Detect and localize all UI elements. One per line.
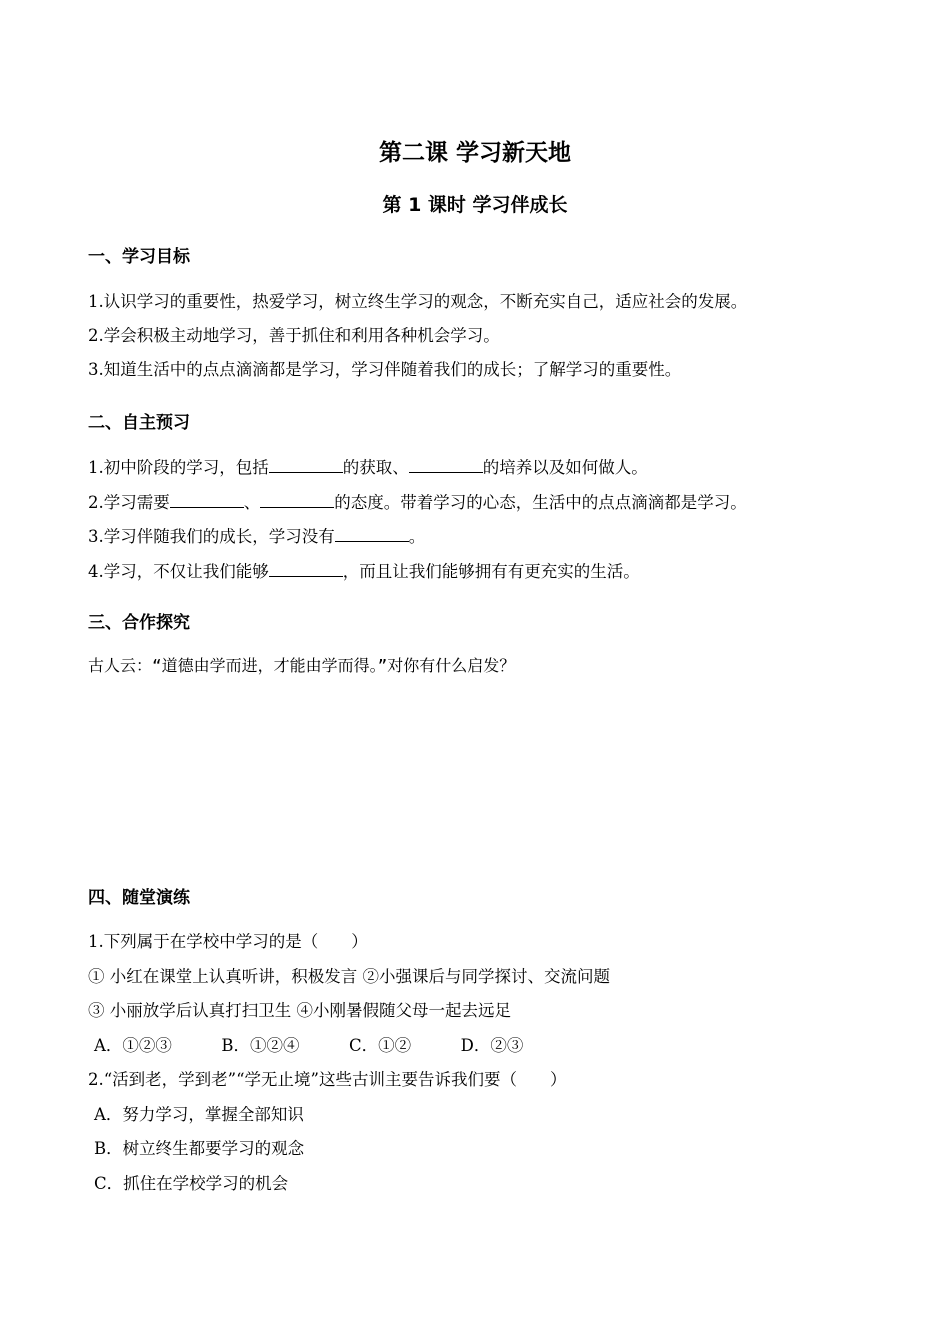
practice-question-1: 1.下列属于在学校中学习的是（ ） (88, 932, 368, 951)
practice-option-line: ③ 小丽放学后认真打扫卫生 ④小刚暑假随父母一起去远足 (88, 1001, 511, 1020)
question-text: 的态度。带着学习的心态，生活中的点点滴滴都是学习。 (334, 493, 747, 512)
practice-choice-b: B．树立终生都要学习的观念 (94, 1139, 305, 1158)
fill-blank[interactable] (335, 525, 409, 542)
preview-question-4 (88, 560, 640, 584)
goal-item: 3.知道生活中的点点滴滴都是学习，学习伴随着我们的成长；了解学习的重要性。 (88, 360, 682, 379)
preview-question-2 (88, 491, 747, 515)
page-title: 第二课 学习新天地 (378, 140, 571, 166)
preview-question-1 (88, 456, 648, 480)
explore-question: 古人云：“道德由学而进，才能由学而得。”对你有什么启发？ (88, 656, 516, 675)
practice-question-2: 2.“活到老，学到老”“学无止境”这些古训主要告诉我们要（ ） (88, 1070, 567, 1089)
practice-answer-choices: A．①②③ B．①②④ C．①② D．②③ (94, 1036, 524, 1055)
question-text: 4.学习，不仅让我们能够 (88, 562, 269, 581)
fill-blank[interactable] (170, 491, 244, 508)
question-text: 、 (243, 493, 261, 512)
goal-item: 2.学会积极主动地学习，善于抓住和利用各种机会学习。 (88, 326, 500, 345)
practice-option-line: ① 小红在课堂上认真听讲，积极发言 ②小强课后与同学探讨、交流问题 (88, 967, 610, 986)
section-heading-goals: 一、学习目标 (88, 247, 190, 267)
goal-item: 1.认识学习的重要性，热爱学习，树立终生学习的观念，不断充实自己，适应社会的发展。 (88, 292, 748, 311)
section-heading-preview: 二、自主预习 (88, 413, 190, 433)
question-text: 1.初中阶段的学习，包括 (88, 458, 269, 477)
question-text: ，而且让我们能够拥有有更充实的生活。 (342, 562, 640, 581)
question-text: 。 (408, 527, 426, 546)
preview-question-3 (88, 525, 425, 549)
practice-choice-c: C．抓住在学校学习的机会 (94, 1174, 289, 1193)
section-heading-practice: 四、随堂演练 (88, 888, 190, 908)
fill-blank[interactable] (260, 491, 334, 508)
fill-blank[interactable] (269, 456, 343, 473)
question-text: 3.学习伴随我们的成长，学习没有 (88, 527, 335, 546)
question-text: 2.学习需要 (88, 493, 170, 512)
page-subtitle: 第 1 课时 学习伴成长 (382, 194, 568, 216)
fill-blank[interactable] (409, 456, 483, 473)
practice-choice-a: A．努力学习，掌握全部知识 (94, 1105, 304, 1124)
question-text: 的培养以及如何做人。 (482, 458, 648, 477)
question-text: 的获取、 (342, 458, 409, 477)
fill-blank[interactable] (269, 560, 343, 577)
section-heading-explore: 三、合作探究 (88, 613, 190, 633)
